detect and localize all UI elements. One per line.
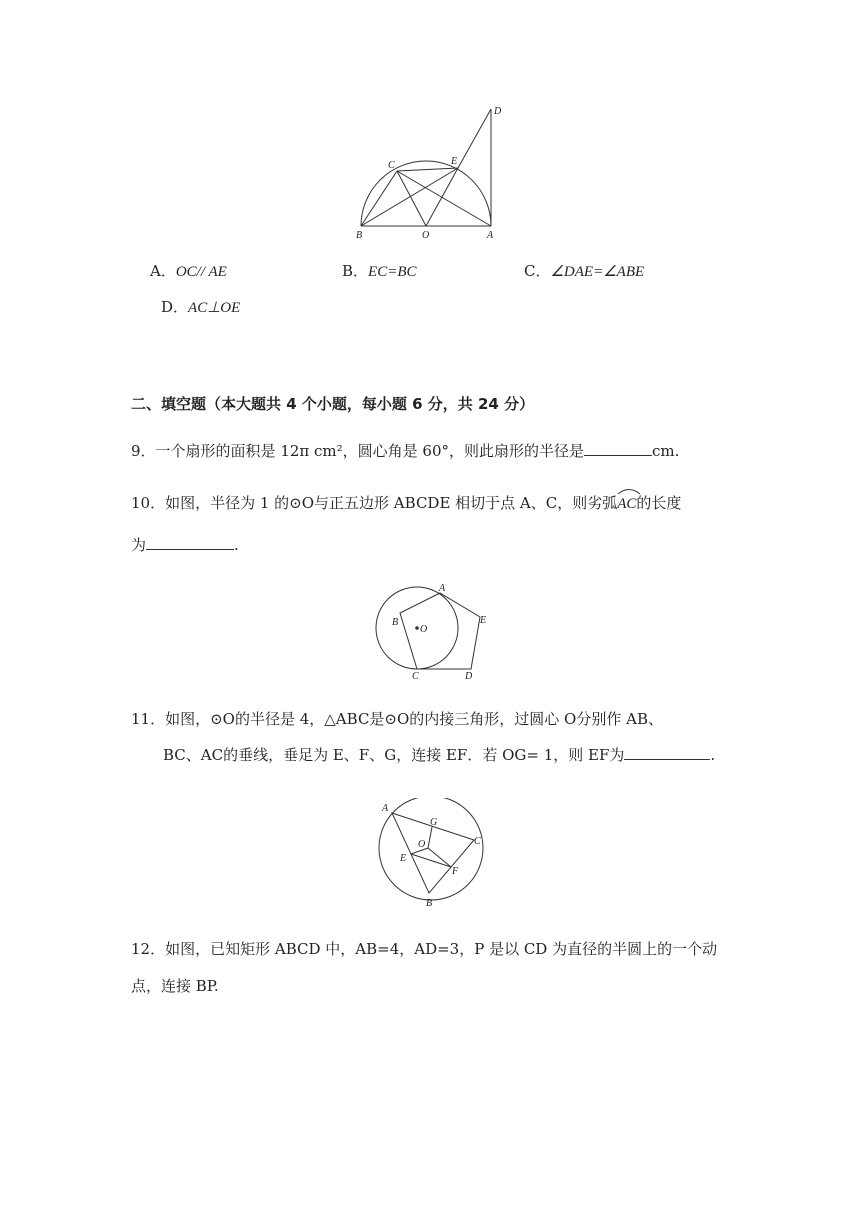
figure-q11 (370, 798, 500, 913)
option-b-letter: B． (342, 262, 369, 280)
question-12-line2 (131, 976, 219, 996)
line-ed (458, 109, 491, 168)
q9-text: 一个扇形的面积是 12π cm²，圆心角是 60°，则此扇形的半径是 (155, 442, 585, 460)
label-b: B (356, 230, 363, 241)
question-12-line1 (131, 939, 717, 959)
line-of (428, 848, 451, 867)
q11-answer-blank[interactable] (624, 745, 710, 760)
option-d-letter: D． (161, 298, 189, 316)
label-o: O (420, 624, 428, 635)
figure-q10 (370, 582, 495, 682)
option-d (161, 297, 240, 318)
option-a-letter: A． (150, 262, 176, 280)
q9-answer-blank[interactable] (584, 441, 652, 456)
label-o: O (422, 230, 430, 241)
option-a-text: OC// AE (175, 264, 227, 280)
q12-line2-text: 点，连接 BP. (131, 977, 219, 995)
label-a: A (382, 803, 389, 814)
label-b: B (392, 617, 399, 628)
arc-ac (617, 493, 636, 514)
q10-number: 10． (131, 494, 166, 512)
figure-q8 (350, 100, 510, 245)
label-b: B (426, 898, 433, 909)
semicircle (361, 161, 491, 226)
label-g: G (430, 817, 438, 828)
label-c: C (474, 836, 481, 847)
label-e: E (400, 853, 407, 864)
label-c: C (388, 160, 395, 171)
center-dot (416, 627, 419, 630)
label-e: E (451, 156, 458, 167)
q12-number: 12． (131, 940, 166, 958)
label-a: A (487, 230, 494, 241)
q11-line2-suffix: . (710, 746, 716, 764)
question-11-line1 (131, 709, 663, 729)
label-d: D (465, 671, 473, 682)
option-b-text: EC=BC (368, 264, 417, 280)
q11-number: 11． (131, 710, 166, 728)
section-heading: 二、填空题（本大题共 4 个小题，每小题 6 分，共 24 分） (131, 395, 535, 413)
option-c (524, 261, 644, 282)
q12-line1-text: 如图，已知矩形 ABCD 中，AB=4，AD=3，P 是以 CD 为直径的半圆上的一个动 (165, 940, 718, 958)
q10-line2-suffix: . (234, 536, 239, 554)
label-c: C (412, 671, 419, 682)
question-9 (131, 441, 679, 461)
option-d-text: AC⊥OE (188, 300, 241, 316)
arc-symbol-icon (617, 487, 641, 495)
question-10-line1 (131, 493, 681, 514)
option-c-letter: C． (524, 262, 551, 280)
q11-line1-text: 如图，⊙O的半径是 4，△ABC是⊙O的内接三角形，过圆心 O分别作 AB、 (165, 710, 663, 728)
option-b (342, 261, 417, 282)
pentagon-abcde (400, 593, 480, 669)
label-f: F (452, 866, 459, 877)
label-e: E (480, 615, 487, 626)
label-o: O (418, 839, 426, 850)
line-og (428, 827, 432, 848)
q10-text-end: 的长度 (636, 494, 682, 512)
arc-ac-label: AC (617, 496, 637, 512)
option-c-text: ∠DAE=∠ABE (550, 264, 645, 280)
line-ef (411, 854, 451, 867)
q10-line2-prefix: 为 (131, 536, 147, 554)
q10-answer-blank[interactable] (146, 535, 234, 550)
label-a: A (439, 583, 446, 594)
circle-o (379, 798, 483, 900)
q9-unit: cm. (652, 442, 680, 460)
label-d: D (494, 106, 502, 117)
question-10-line2 (131, 535, 239, 555)
line-be (361, 168, 458, 226)
line-ce (397, 168, 458, 171)
q10-text: 如图，半径为 1 的⊙O与正五边形 ABCDE 相切于点 A、C，则劣弧 (165, 494, 618, 512)
q11-line2-text: BC、AC的垂线，垂足为 E、F、G，连接 EF．若 OG= 1，则 EF为 (163, 746, 625, 764)
option-a (150, 261, 227, 282)
q9-number: 9． (131, 442, 156, 460)
question-11-line2 (163, 745, 715, 765)
